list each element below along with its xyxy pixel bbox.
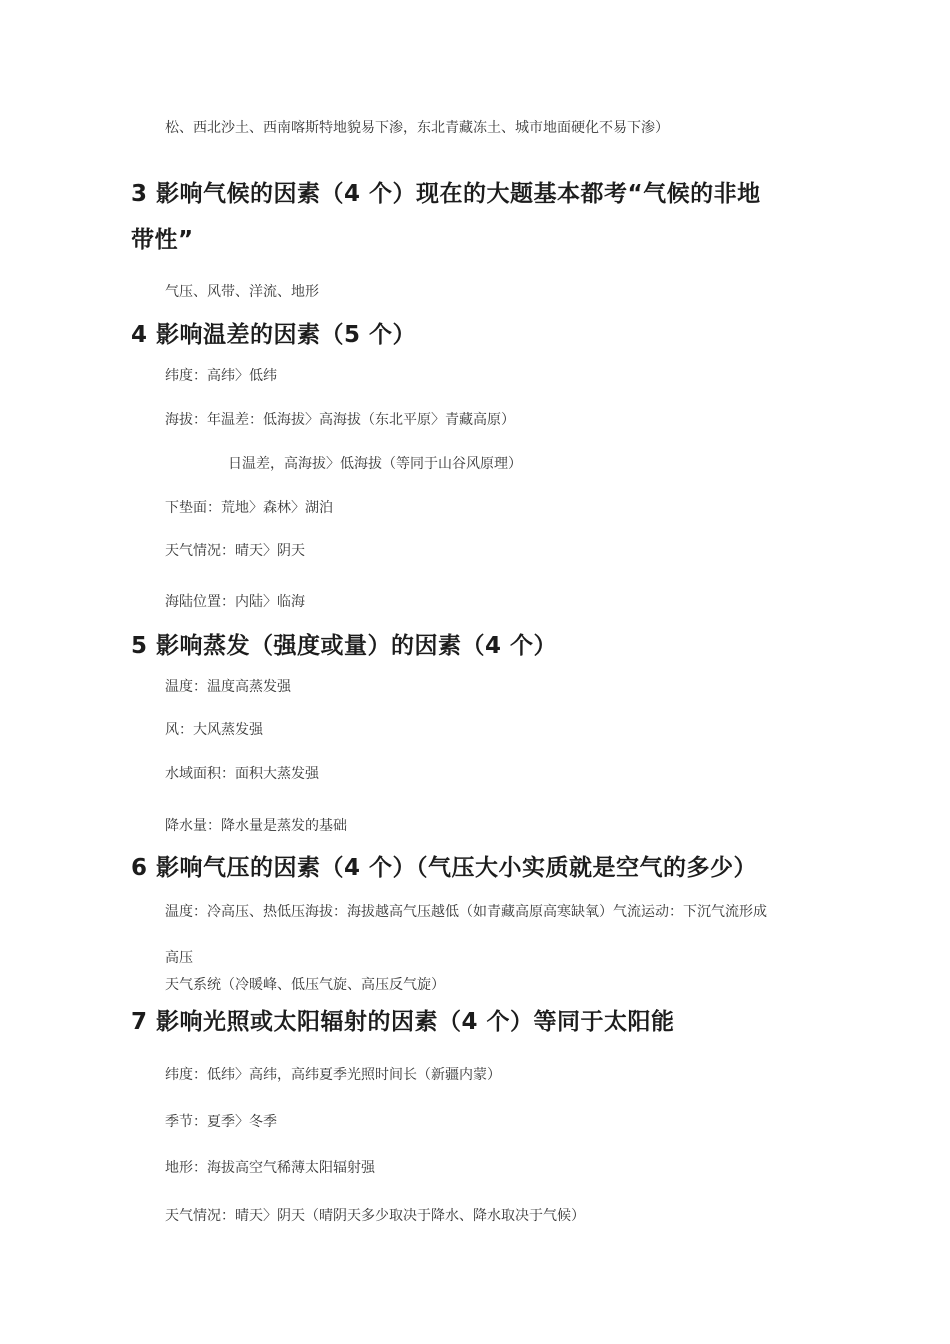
body-line: 温度：冷高压、热低压海拔：海拔越高气压越低（如青藏高原高寒缺氧）气流运动：下沉气流形成 [165,904,767,920]
section-heading-evaporation: 5 影响蒸发（强度或量）的因素（4 个） [131,633,558,659]
body-line: 下垫面：荒地〉森林〉湖泊 [165,500,333,516]
body-line: 高压 [165,950,193,966]
section-heading-climate-cont: 带性” [131,227,194,253]
body-line: 降水量：降水量是蒸发的基础 [165,818,347,834]
section-heading-temp-range: 4 影响温差的因素（5 个） [131,322,417,348]
body-line: 天气情况：晴天〉阴天 [165,543,305,559]
body-line: 天气情况：晴天〉阴天（晴阴天多少取决于降水、降水取决于气候） [165,1208,585,1224]
body-line: 水域面积：面积大蒸发强 [165,766,319,782]
body-line: 温度：温度高蒸发强 [165,679,291,695]
body-line: 纬度：高纬〉低纬 [165,368,277,384]
body-line: 风：大风蒸发强 [165,722,263,738]
body-line: 海拔：年温差：低海拔〉高海拔（东北平原〉青藏高原） [165,412,515,428]
body-line: 松、西北沙土、西南喀斯特地貌易下渗，东北青藏冻土、城市地面硬化不易下渗） [165,120,669,136]
body-line: 纬度：低纬〉高纬，高纬夏季光照时间长（新疆内蒙） [165,1067,501,1083]
section-heading-pressure: 6 影响气压的因素（4 个）（气压大小实质就是空气的多少） [131,855,758,881]
section-heading-climate: 3 影响气候的因素（4 个）现在的大题基本都考“气候的非地 [131,181,761,207]
body-line: 季节：夏季〉冬季 [165,1114,277,1130]
body-line: 天气系统（冷暖峰、低压气旋、高压反气旋） [165,977,445,993]
body-line: 海陆位置：内陆〉临海 [165,594,305,610]
body-line: 气压、风带、洋流、地形 [165,284,319,300]
body-line: 地形：海拔高空气稀薄太阳辐射强 [165,1160,375,1176]
section-heading-radiation: 7 影响光照或太阳辐射的因素（4 个）等同于太阳能 [131,1009,675,1035]
body-line-indented: 日温差，高海拔〉低海拔（等同于山谷风原理） [228,456,522,472]
